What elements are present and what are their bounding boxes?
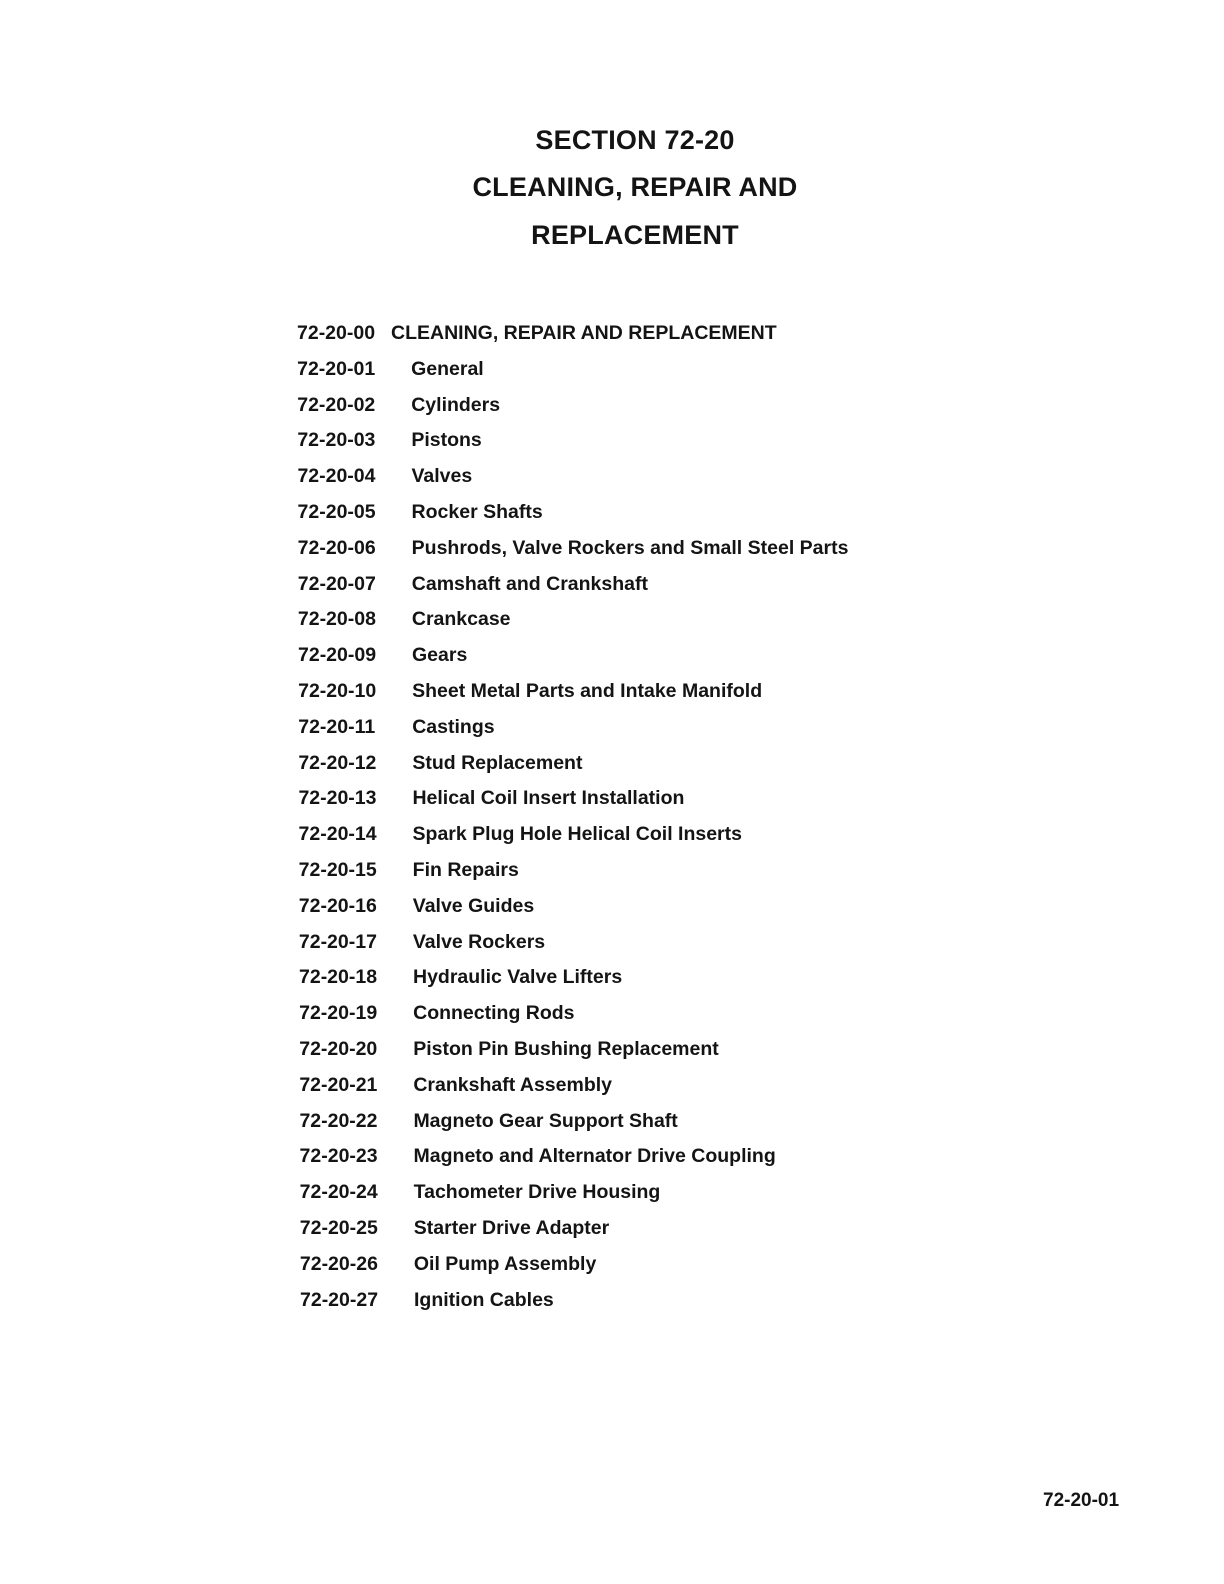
- toc-entry-number: 72-20-07: [297, 572, 376, 595]
- toc-entry-number: 72-20-13: [298, 787, 377, 810]
- toc-entry-number: 72-20-04: [297, 465, 376, 488]
- toc-entry-title: Piston Pin Bushing Replacement: [413, 1038, 719, 1060]
- toc-entry-number: 72-20-10: [298, 680, 377, 702]
- section-number-title: SECTION 72-20: [535, 125, 735, 155]
- toc-entry-title: Magneto and Alternator Drive Coupling: [413, 1145, 776, 1168]
- toc-entry-title: Starter Drive Adapter: [413, 1217, 610, 1239]
- toc-entry-number: 72-20-24: [299, 1181, 378, 1204]
- toc-entry-number: 72-20-00: [297, 322, 376, 344]
- toc-entry-number: 72-20-18: [299, 966, 378, 989]
- toc-entry-number: 72-20-14: [298, 823, 377, 846]
- toc-entry-number: 72-20-05: [297, 501, 376, 523]
- toc-entry-title: General: [411, 357, 484, 380]
- toc-entry-number: 72-20-11: [298, 715, 376, 738]
- toc-entry-number: 72-20-19: [299, 1002, 378, 1025]
- section-title-line-1: CLEANING, REPAIR AND: [472, 172, 798, 202]
- toc-entry-title: Oil Pump Assembly: [413, 1252, 597, 1275]
- toc-entry-number: 72-20-26: [299, 1252, 378, 1275]
- toc-entry-title: Sheet Metal Parts and Intake Manifold: [412, 680, 763, 702]
- toc-entry-title: CLEANING, REPAIR AND REPLACEMENT: [391, 322, 777, 344]
- toc-entry-title: Gears: [412, 644, 468, 667]
- toc-entry-title: Pushrods, Valve Rockers and Small Steel Parts: [411, 536, 849, 559]
- section-title-line-2: REPLACEMENT: [531, 220, 739, 250]
- toc-entry-title: Castings: [412, 715, 495, 738]
- toc-entry-number: 72-20-20: [299, 1038, 378, 1060]
- toc-entry-title: Fin Repairs: [412, 859, 519, 881]
- toc-entry-title: Pistons: [411, 429, 482, 452]
- toc-entry-title: Connecting Rods: [413, 1002, 575, 1025]
- toc-entry-title: Helical Coil Insert Installation: [412, 787, 685, 810]
- toc-entry-title: Rocker Shafts: [411, 501, 543, 523]
- toc-entry-number: 72-20-15: [298, 859, 377, 881]
- toc-entry-number: 72-20-22: [299, 1109, 378, 1132]
- toc-entry-title: Spark Plug Hole Helical Coil Inserts: [412, 823, 742, 846]
- toc-entry-title: Cylinders: [411, 393, 501, 416]
- toc-entry-number: 72-20-02: [297, 393, 376, 416]
- toc-entry-title: Valve Rockers: [412, 930, 546, 953]
- toc-entry-title: Ignition Cables: [414, 1288, 554, 1311]
- toc-entry-title: Valve Guides: [412, 894, 535, 917]
- toc-entry-title: Crankshaft Assembly: [413, 1073, 613, 1096]
- toc-entry-number: 72-20-08: [297, 608, 376, 631]
- toc-entry-title: Magneto Gear Support Shaft: [413, 1109, 678, 1132]
- toc-entry-number: 72-20-01: [297, 357, 376, 380]
- page-number: 72-20-01: [1043, 1490, 1120, 1511]
- toc-entry-number: 72-20-09: [298, 644, 377, 667]
- toc-entry-number: 72-20-03: [297, 429, 376, 452]
- toc-entry-title: Crankcase: [411, 608, 511, 631]
- toc-entry-number: 72-20-16: [298, 894, 377, 917]
- toc-entry-title: Hydraulic Valve Lifters: [413, 966, 623, 989]
- toc-entry-title: Tachometer Drive Housing: [413, 1181, 661, 1204]
- toc-entry-number: 72-20-21: [299, 1073, 378, 1096]
- toc-entry-number: 72-20-25: [299, 1217, 378, 1239]
- toc-entry-title: Valves: [411, 465, 473, 488]
- toc-entry-title: Camshaft and Crankshaft: [411, 572, 648, 595]
- toc-entry-number: 72-20-17: [298, 930, 377, 953]
- toc-entry-number: 72-20-23: [299, 1145, 378, 1168]
- toc-entry-title: Stud Replacement: [412, 751, 583, 774]
- toc-entry-number: 72-20-06: [297, 536, 376, 559]
- toc-entry-number: 72-20-12: [298, 751, 377, 774]
- toc-entry-number: 72-20-27: [300, 1288, 379, 1311]
